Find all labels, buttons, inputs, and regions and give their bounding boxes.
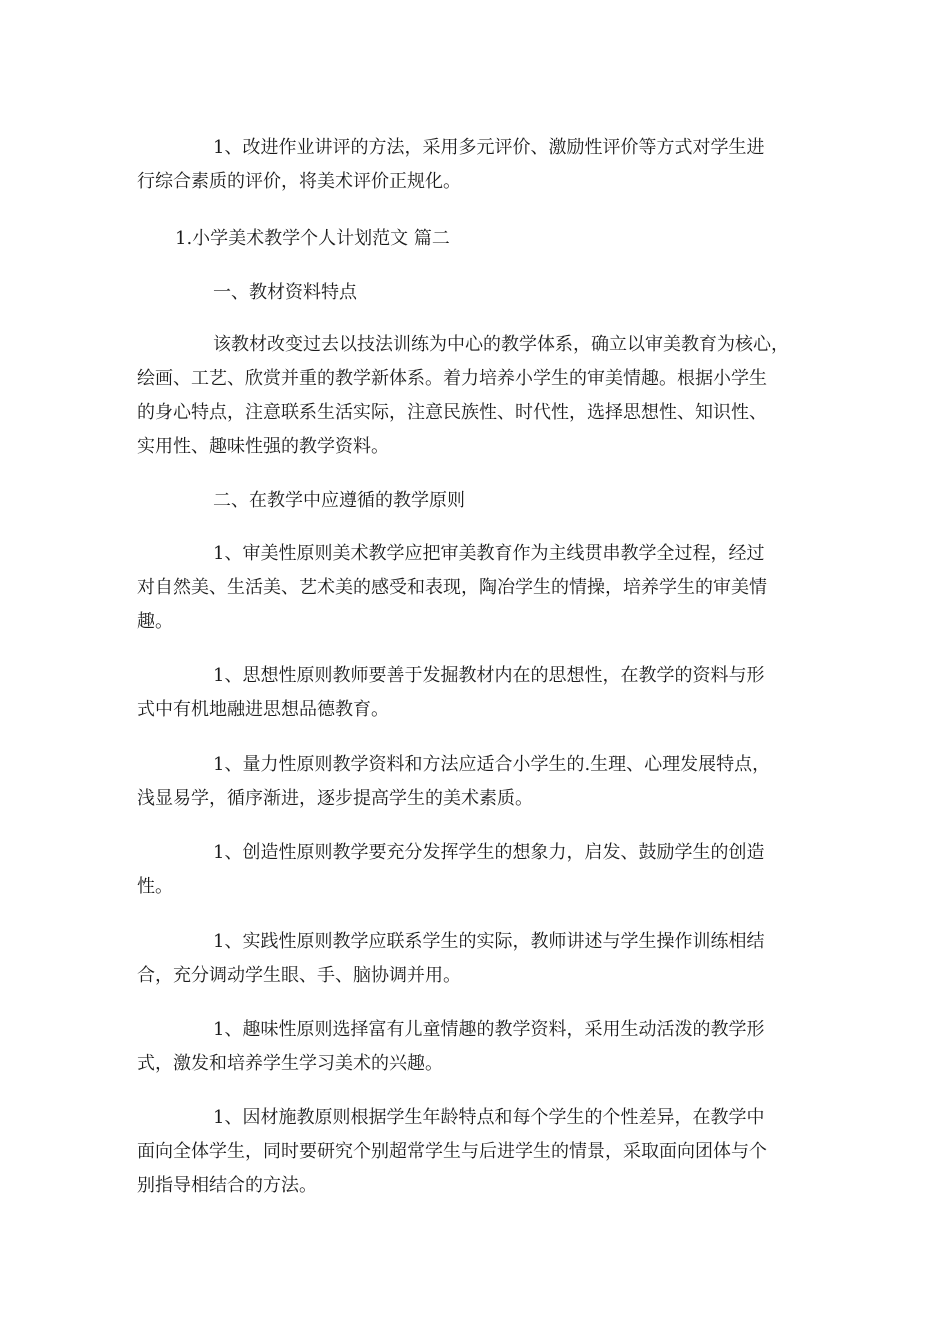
paragraph-line: 对自然美、生活美、艺术美的感受和表现，陶冶学生的情操，培养学生的审美情 [137, 577, 767, 598]
paragraph-line: 实用性、趣味性强的教学资料。 [137, 436, 389, 457]
paragraph-line: 1、趣味性原则选择富有儿童情趣的教学资料，采用生动活泼的教学形 [213, 1019, 765, 1040]
paragraph-aesthetic-principle [137, 537, 813, 639]
paragraph-line: 合，充分调动学生眼、手、脑协调并用。 [137, 965, 461, 986]
paragraph-line: 1、改进作业讲评的方法，采用多元评价、激励性评价等方式对学生进 [213, 137, 765, 158]
paragraph-ideological-principle [137, 659, 813, 727]
paragraph-line: 式，激发和培养学生学习美术的兴趣。 [137, 1053, 443, 1074]
section-heading-materials: 一、教材资料特点 [213, 282, 357, 303]
paragraph-line: 行综合素质的评价，将美术评价正规化。 [137, 171, 461, 192]
section-heading-principles: 二、在教学中应遵循的教学原则 [213, 490, 465, 511]
paragraph-line: 1、实践性原则教学应联系学生的实际，教师讲述与学生操作训练相结 [213, 931, 765, 952]
paragraph-line: 别指导相结合的方法。 [137, 1175, 317, 1196]
section-title: 1.小学美术教学个人计划范文 篇二 [175, 228, 450, 249]
paragraph-line: 式中有机地融进思想品德教育。 [137, 699, 389, 720]
paragraph-individualized-principle [137, 1101, 813, 1203]
paragraph-materials [137, 328, 813, 464]
paragraph-line: 趣。 [137, 611, 173, 632]
paragraph-line: 1、因材施教原则根据学生年龄特点和每个学生的个性差异，在教学中 [213, 1107, 765, 1128]
paragraph-line: 1、创造性原则教学要充分发挥学生的想象力，启发、鼓励学生的创造 [213, 842, 765, 863]
paragraph-creativity-principle [137, 836, 813, 904]
paragraph-line: 1、量力性原则教学资料和方法应适合小学生的.生理、心理发展特点， [213, 754, 771, 775]
paragraph-line: 浅显易学，循序渐进，逐步提高学生的美术素质。 [137, 788, 533, 809]
paragraph-line: 的身心特点，注意联系生活实际，注意民族性、时代性，选择思想性、知识性、 [137, 402, 767, 423]
paragraph-line: 1、思想性原则教师要善于发掘教材内在的思想性，在教学的资料与形 [213, 665, 765, 686]
paragraph-line: 面向全体学生，同时要研究个别超常学生与后进学生的情景，采取面向团体与个 [137, 1141, 767, 1162]
paragraph-evaluation [137, 131, 813, 199]
paragraph-line: 性。 [137, 876, 173, 897]
paragraph-line: 该教材改变过去以技法训练为中心的教学体系，确立以审美教育为核心， [213, 334, 789, 355]
paragraph-capacity-principle [137, 748, 813, 816]
paragraph-practice-principle [137, 925, 813, 993]
paragraph-line: 1、审美性原则美术教学应把审美教育作为主线贯串教学全过程，经过 [213, 543, 765, 564]
paragraph-interest-principle [137, 1013, 813, 1081]
paragraph-line: 绘画、工艺、欣赏并重的教学新体系。着力培养小学生的审美情趣。根据小学生 [137, 368, 767, 389]
